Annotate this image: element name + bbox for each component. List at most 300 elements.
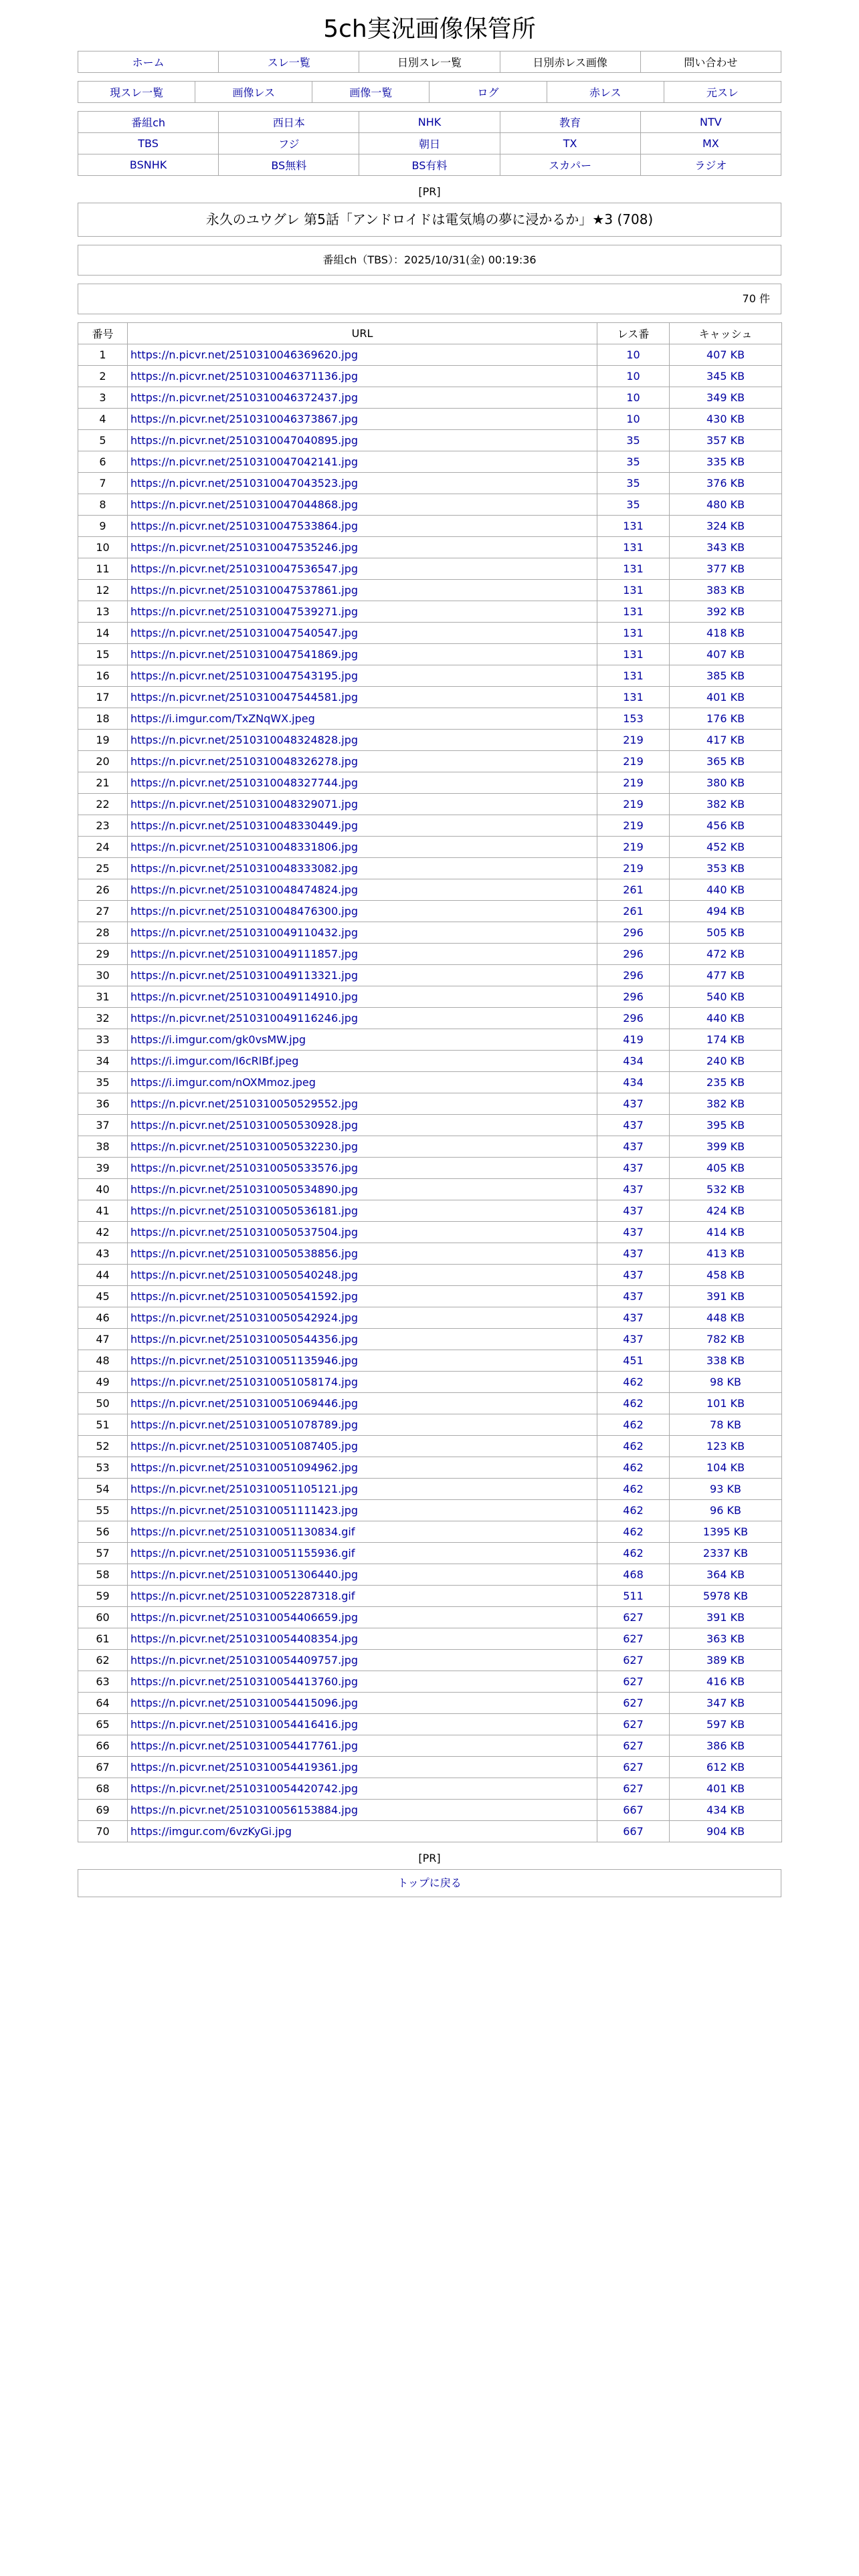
nav-red-res-link[interactable]: 赤レス [589, 86, 622, 99]
res-number-link[interactable]: 462 [623, 1418, 644, 1431]
res-number-link[interactable]: 131 [623, 627, 644, 639]
image-url-link[interactable]: https://n.picvr.net/2510310051087405.jpg [130, 1440, 359, 1453]
channel-kyouiku[interactable] [500, 112, 640, 133]
res-number-link[interactable]: 261 [623, 883, 644, 896]
cache-size-link[interactable]: 382 KB [706, 798, 745, 811]
image-url-link[interactable]: https://n.picvr.net/2510310048474824.jpg [130, 883, 359, 896]
back-to-top-link[interactable]: トップに戻る [397, 1876, 462, 1889]
res-number-link[interactable]: 462 [623, 1547, 644, 1560]
image-url-link[interactable]: https://n.picvr.net/2510310050534890.jpg [130, 1183, 359, 1196]
image-url-link[interactable]: https://n.picvr.net/2510310046372437.jpg [130, 391, 359, 404]
res-number-link[interactable]: 627 [623, 1761, 644, 1774]
table-cell [128, 1179, 597, 1200]
table-row [78, 451, 782, 473]
res-number-link[interactable]: 462 [623, 1397, 644, 1410]
table-cell [597, 1286, 670, 1307]
cache-size-link[interactable]: 98 KB [710, 1376, 741, 1388]
image-url-link[interactable]: https://n.picvr.net/2510310051155936.gif [130, 1547, 355, 1560]
image-url-link[interactable]: https://imgur.com/6vzKyGi.jpg [130, 1825, 292, 1838]
res-number-link[interactable]: 627 [623, 1697, 644, 1709]
table-row [78, 1200, 782, 1222]
cache-size-link[interactable]: 104 KB [706, 1461, 745, 1474]
res-number-link[interactable]: 437 [623, 1183, 644, 1196]
image-url-link[interactable]: https://n.picvr.net/2510310048331806.jpg [130, 841, 359, 853]
channel-tbs[interactable] [78, 133, 219, 154]
image-url-link[interactable]: https://n.picvr.net/2510310047533864.jpg [130, 520, 359, 532]
res-number-link[interactable]: 296 [623, 1012, 644, 1025]
nav-red-res[interactable] [547, 82, 664, 103]
image-url-link[interactable]: https://n.picvr.net/2510310050536181.jpg [130, 1204, 359, 1217]
table-cell [78, 1222, 128, 1243]
row-number: 52 [96, 1440, 110, 1453]
cache-size-link[interactable]: 96 KB [710, 1504, 741, 1517]
nav-contact-link[interactable]: 問い合わせ [684, 56, 738, 69]
cache-size-link[interactable]: 472 KB [706, 948, 745, 960]
nav-log[interactable] [430, 82, 547, 103]
nav-original-thread[interactable] [664, 82, 781, 103]
image-url-link[interactable]: https://n.picvr.net/2510310051130834.gif [130, 1525, 355, 1538]
res-number-link[interactable]: 10 [626, 348, 640, 361]
cache-size-link[interactable]: 452 KB [706, 841, 745, 853]
cache-size-link[interactable]: 480 KB [706, 498, 745, 511]
cache-size-link[interactable]: 386 KB [706, 1739, 745, 1752]
table-row [78, 1564, 782, 1586]
image-url-link[interactable]: https://n.picvr.net/2510310051105121.jpg [130, 1483, 359, 1495]
res-number-link[interactable]: 219 [623, 755, 644, 768]
res-number-link[interactable]: 10 [626, 391, 640, 404]
cache-size-link[interactable]: 399 KB [706, 1140, 745, 1153]
cache-size-link[interactable]: 389 KB [706, 1654, 745, 1667]
nav-image-list[interactable] [312, 82, 430, 103]
site-title: 5ch実況画像保管所 [323, 15, 536, 43]
nav-current-threads-link[interactable]: 現スレ一覧 [110, 86, 164, 99]
image-url-link[interactable]: https://n.picvr.net/2510310054417761.jpg [130, 1739, 359, 1752]
res-number-link[interactable]: 131 [623, 520, 644, 532]
back-to-top-button[interactable] [78, 1869, 781, 1897]
res-number-link[interactable]: 10 [626, 370, 640, 383]
cache-size-link[interactable]: 540 KB [706, 990, 745, 1003]
cache-size-link[interactable]: 235 KB [706, 1076, 745, 1089]
cache-size-link[interactable]: 391 KB [706, 1290, 745, 1303]
res-number-link[interactable]: 296 [623, 948, 644, 960]
nav-daily-threads[interactable] [359, 51, 500, 73]
image-url-link[interactable]: https://n.picvr.net/2510310047543195.jpg [130, 669, 359, 682]
res-number-link[interactable]: 296 [623, 926, 644, 939]
table-cell [128, 494, 597, 516]
row-number: 4 [99, 413, 106, 425]
nav-image-res-link[interactable]: 画像レス [232, 86, 275, 99]
table-cell [597, 1243, 670, 1265]
res-number-link[interactable]: 462 [623, 1483, 644, 1495]
table-cell [670, 665, 782, 687]
res-number-link[interactable]: 627 [623, 1611, 644, 1624]
image-url-link[interactable]: https://n.picvr.net/2510310047539271.jpg [130, 605, 359, 618]
channel-radio[interactable] [640, 154, 781, 176]
image-url-link[interactable]: https://i.imgur.com/gk0vsMW.jpg [130, 1033, 306, 1046]
table-cell [670, 1051, 782, 1072]
table-cell [78, 1650, 128, 1671]
image-url-link[interactable]: https://n.picvr.net/2510310054406659.jpg [130, 1611, 359, 1624]
cache-size-link[interactable]: 324 KB [706, 520, 745, 532]
image-url-link[interactable]: https://n.picvr.net/2510310051135946.jpg [130, 1354, 359, 1367]
res-number-link[interactable]: 462 [623, 1376, 644, 1388]
channel-fuji[interactable] [219, 133, 359, 154]
image-url-link[interactable]: https://n.picvr.net/2510310047535246.jpg [130, 541, 359, 554]
image-url-link[interactable]: https://n.picvr.net/2510310047540547.jpg [130, 627, 359, 639]
channel-link[interactable]: BS有料 [411, 159, 448, 172]
res-number-link[interactable]: 35 [626, 477, 640, 490]
channel-link[interactable]: NTV [700, 116, 722, 128]
image-url-link[interactable]: https://n.picvr.net/2510310047544581.jpg [130, 691, 359, 704]
cache-size-link[interactable]: 505 KB [706, 926, 745, 939]
channel-skyperfect[interactable] [500, 154, 640, 176]
cache-size-link[interactable]: 401 KB [706, 1782, 745, 1795]
cache-size-link[interactable]: 414 KB [706, 1226, 745, 1239]
cache-size-link[interactable]: 494 KB [706, 905, 745, 918]
table-cell [128, 1564, 597, 1586]
nav-current-threads[interactable] [78, 82, 195, 103]
cache-size-link[interactable]: 456 KB [706, 819, 745, 832]
cache-size-link[interactable]: 377 KB [706, 562, 745, 575]
image-url-link[interactable]: https://n.picvr.net/2510310050541592.jpg [130, 1290, 359, 1303]
table-cell [597, 1350, 670, 1372]
nav-thread-list-link[interactable]: スレ一覧 [267, 56, 310, 69]
cache-size-link[interactable]: 418 KB [706, 627, 745, 639]
cache-size-link[interactable]: 395 KB [706, 1119, 745, 1132]
channel-link[interactable]: TBS [138, 137, 159, 150]
res-number-link[interactable]: 437 [623, 1204, 644, 1217]
cache-size-link[interactable]: 532 KB [706, 1183, 745, 1196]
cache-size-link[interactable]: 458 KB [706, 1269, 745, 1281]
cache-size-link[interactable]: 382 KB [706, 1097, 745, 1110]
cache-size-link[interactable]: 347 KB [706, 1697, 745, 1709]
image-url-link[interactable]: https://n.picvr.net/2510310048329071.jpg [130, 798, 359, 811]
image-url-link[interactable]: https://n.picvr.net/2510310049113321.jpg [130, 969, 359, 982]
image-url-link[interactable]: https://i.imgur.com/TxZNqWX.jpeg [130, 712, 315, 725]
image-url-link[interactable]: https://n.picvr.net/2510310050544356.jpg [130, 1333, 359, 1346]
res-number-link[interactable]: 667 [623, 1804, 644, 1816]
res-number-link[interactable]: 434 [623, 1076, 644, 1089]
image-url-link[interactable]: https://n.picvr.net/2510310054420742.jpg [130, 1782, 359, 1795]
image-url-link[interactable]: https://n.picvr.net/2510310050540248.jpg [130, 1269, 359, 1281]
channel-tx[interactable] [500, 133, 640, 154]
channel-bangumi[interactable] [78, 112, 219, 133]
image-url-link[interactable]: https://i.imgur.com/nOXMmoz.jpeg [130, 1076, 316, 1089]
cache-size-link[interactable]: 123 KB [706, 1440, 745, 1453]
res-number-link[interactable]: 627 [623, 1739, 644, 1752]
nav-log-link[interactable]: ログ [477, 86, 499, 99]
channel-asahi[interactable] [359, 133, 500, 154]
res-number-link[interactable]: 437 [623, 1290, 644, 1303]
image-url-link[interactable]: https://n.picvr.net/2510310054408354.jpg [130, 1632, 359, 1645]
image-url-link[interactable]: https://n.picvr.net/2510310049110432.jpg [130, 926, 359, 939]
res-number-link[interactable]: 462 [623, 1525, 644, 1538]
cache-size-link[interactable]: 392 KB [706, 605, 745, 618]
channel-link[interactable]: 朝日 [418, 138, 440, 150]
cache-size-link[interactable]: 612 KB [706, 1761, 745, 1774]
cache-size-link[interactable]: 335 KB [706, 455, 745, 468]
cache-size-link[interactable]: 407 KB [706, 648, 745, 661]
cache-size-link[interactable]: 174 KB [706, 1033, 745, 1046]
res-number-link[interactable]: 451 [623, 1354, 644, 1367]
res-number-link[interactable]: 627 [623, 1632, 644, 1645]
table-cell [670, 1457, 782, 1479]
res-number-link[interactable]: 462 [623, 1461, 644, 1474]
res-number-link[interactable]: 511 [623, 1590, 644, 1602]
nav-daily-red-images-link[interactable]: 日別赤レス画像 [533, 56, 607, 69]
channel-link[interactable]: 教育 [559, 116, 581, 129]
res-number-link[interactable]: 153 [623, 712, 644, 725]
image-url-link[interactable]: https://n.picvr.net/2510310047537861.jpg [130, 584, 359, 597]
image-url-link[interactable]: https://n.picvr.net/2510310047044868.jpg [130, 498, 359, 511]
channel-bs-free[interactable] [219, 154, 359, 176]
image-url-link[interactable]: https://n.picvr.net/2510310050529552.jpg [130, 1097, 359, 1110]
cache-size-link[interactable]: 240 KB [706, 1055, 745, 1067]
cache-size-link[interactable]: 93 KB [710, 1483, 741, 1495]
cache-size-link[interactable]: 391 KB [706, 1611, 745, 1624]
channel-mx[interactable] [640, 133, 781, 154]
res-number-link[interactable]: 131 [623, 648, 644, 661]
cache-size-link[interactable]: 401 KB [706, 691, 745, 704]
row-number: 36 [96, 1097, 110, 1110]
cache-size-link[interactable]: 363 KB [706, 1632, 745, 1645]
channel-link[interactable]: TX [563, 137, 577, 150]
cache-size-link[interactable]: 440 KB [706, 883, 745, 896]
table-cell [670, 1222, 782, 1243]
table-cell [128, 1307, 597, 1329]
image-url-link[interactable]: https://n.picvr.net/2510310048333082.jpg [130, 862, 359, 875]
cache-size-link[interactable]: 343 KB [706, 541, 745, 554]
cache-size-link[interactable]: 448 KB [706, 1311, 745, 1324]
cache-size-link[interactable]: 349 KB [706, 391, 745, 404]
res-number-link[interactable]: 131 [623, 669, 644, 682]
channel-link[interactable]: BSNHK [129, 158, 167, 171]
res-number-link[interactable]: 35 [626, 434, 640, 447]
table-row [78, 1607, 782, 1628]
res-number-link[interactable]: 667 [623, 1825, 644, 1838]
row-number: 61 [96, 1632, 110, 1645]
image-url-link[interactable]: https://n.picvr.net/2510310050537504.jpg [130, 1226, 359, 1239]
res-number-link[interactable]: 627 [623, 1675, 644, 1688]
res-number-link[interactable]: 35 [626, 455, 640, 468]
res-number-link[interactable]: 627 [623, 1654, 644, 1667]
nav-daily-threads-link[interactable]: 日別スレ一覧 [397, 56, 462, 69]
cache-size-link[interactable]: 2337 KB [702, 1547, 749, 1560]
nav-daily-red-images[interactable] [500, 51, 640, 73]
image-url-link[interactable]: https://n.picvr.net/2510310050542924.jpg [130, 1311, 359, 1324]
cache-size-link[interactable]: 597 KB [706, 1718, 745, 1731]
cache-size-link[interactable]: 383 KB [706, 584, 745, 597]
res-number-link[interactable]: 219 [623, 841, 644, 853]
res-number-link[interactable]: 627 [623, 1718, 644, 1731]
nav-thread-list[interactable] [219, 51, 359, 73]
channel-link[interactable]: ラジオ [694, 159, 727, 172]
image-url-link[interactable]: https://n.picvr.net/2510310047040895.jpg [130, 434, 359, 447]
image-url-link[interactable]: https://n.picvr.net/2510310048327744.jpg [130, 776, 359, 789]
image-url-link[interactable]: https://n.picvr.net/2510310050530928.jpg [130, 1119, 359, 1132]
table-cell [128, 1586, 597, 1607]
res-number-link[interactable]: 131 [623, 541, 644, 554]
image-url-link[interactable]: https://n.picvr.net/2510310054419361.jpg [130, 1761, 359, 1774]
channel-bs-paid[interactable] [359, 154, 500, 176]
nav-contact[interactable] [640, 51, 781, 73]
cache-size-link[interactable]: 782 KB [706, 1333, 745, 1346]
res-number-link[interactable]: 219 [623, 862, 644, 875]
image-url-link[interactable]: https://n.picvr.net/2510310050538856.jpg [130, 1247, 359, 1260]
res-number-link[interactable]: 219 [623, 798, 644, 811]
res-number-link[interactable]: 131 [623, 691, 644, 704]
channel-link[interactable]: NHK [417, 116, 442, 128]
cache-size-link[interactable]: 434 KB [706, 1804, 745, 1816]
channel-link[interactable]: スカパー [549, 159, 592, 172]
cache-size-link[interactable]: 904 KB [706, 1825, 745, 1838]
cache-size-link[interactable]: 365 KB [706, 755, 745, 768]
table-cell [128, 1115, 597, 1136]
res-number-link[interactable]: 434 [623, 1055, 644, 1067]
image-url-link[interactable]: https://n.picvr.net/2510310056153884.jpg [130, 1804, 359, 1816]
res-number-link[interactable]: 437 [623, 1311, 644, 1324]
image-url-link[interactable]: https://i.imgur.com/I6cRlBf.jpeg [130, 1055, 299, 1067]
table-cell [597, 1479, 670, 1500]
res-number-link[interactable]: 219 [623, 734, 644, 746]
image-url-link[interactable]: https://n.picvr.net/2510310049116246.jpg [130, 1012, 359, 1025]
row-number: 28 [96, 926, 110, 939]
cache-size-link[interactable]: 338 KB [706, 1354, 745, 1367]
image-url-link[interactable]: https://n.picvr.net/2510310051078789.jpg [130, 1418, 359, 1431]
channel-link[interactable]: BS無料 [271, 159, 307, 172]
table-cell [78, 772, 128, 794]
cache-size-link[interactable]: 353 KB [706, 862, 745, 875]
cache-size-link[interactable]: 380 KB [706, 776, 745, 789]
res-number-link[interactable]: 437 [623, 1247, 644, 1260]
cache-size-link[interactable]: 407 KB [706, 348, 745, 361]
res-number-link[interactable]: 437 [623, 1269, 644, 1281]
res-number-link[interactable]: 462 [623, 1440, 644, 1453]
res-number-link[interactable]: 10 [626, 413, 640, 425]
res-number-link[interactable]: 131 [623, 605, 644, 618]
channel-link[interactable]: 西日本 [272, 116, 305, 129]
res-number-link[interactable]: 131 [623, 562, 644, 575]
image-url-link[interactable]: https://n.picvr.net/2510310050533576.jpg [130, 1162, 359, 1174]
image-url-link[interactable]: https://n.picvr.net/2510310051094962.jpg [130, 1461, 359, 1474]
res-number-link[interactable]: 437 [623, 1140, 644, 1153]
res-number-link[interactable]: 437 [623, 1119, 644, 1132]
table-cell [597, 1222, 670, 1243]
image-url-link[interactable]: https://n.picvr.net/2510310046373867.jpg [130, 413, 359, 425]
res-number-link[interactable]: 296 [623, 990, 644, 1003]
res-number-link[interactable]: 131 [623, 584, 644, 597]
image-url-link[interactable]: https://n.picvr.net/2510310048330449.jpg [130, 819, 359, 832]
thread-title: 永久のユウグレ 第5話「アンドロイドは電気鳩の夢に浸かるか」★3 (708) [78, 203, 781, 237]
cache-size-link[interactable]: 176 KB [706, 712, 745, 725]
channel-nhk[interactable] [359, 112, 500, 133]
nav-image-list-link[interactable]: 画像一覧 [349, 86, 393, 99]
image-url-link[interactable]: https://n.picvr.net/2510310054413760.jpg [130, 1675, 359, 1688]
res-number-link[interactable]: 627 [623, 1782, 644, 1795]
image-url-link[interactable]: https://n.picvr.net/2510310049114910.jpg [130, 990, 359, 1003]
channel-nishinihon[interactable] [219, 112, 359, 133]
cache-size-link[interactable]: 101 KB [706, 1397, 745, 1410]
image-url-link[interactable]: https://n.picvr.net/2510310047042141.jpg [130, 455, 359, 468]
image-url-link[interactable]: https://n.picvr.net/2510310047043523.jpg [130, 477, 359, 490]
table-cell [128, 944, 597, 965]
res-number-link[interactable]: 419 [623, 1033, 644, 1046]
channel-bsnhk[interactable] [78, 154, 219, 176]
channel-link[interactable]: 番組ch [131, 116, 166, 129]
image-url-link[interactable]: https://n.picvr.net/2510310047536547.jpg [130, 562, 359, 575]
cache-size-link[interactable]: 416 KB [706, 1675, 745, 1688]
image-url-link[interactable]: https://n.picvr.net/2510310050532230.jpg [130, 1140, 359, 1153]
table-cell [597, 687, 670, 708]
res-number-link[interactable]: 468 [623, 1568, 644, 1581]
res-number-link[interactable]: 437 [623, 1226, 644, 1239]
cache-size-link[interactable]: 78 KB [710, 1418, 741, 1431]
res-number-link[interactable]: 437 [623, 1097, 644, 1110]
table-cell [128, 986, 597, 1008]
nav-home-link[interactable]: ホーム [132, 56, 165, 69]
cache-size-link[interactable]: 477 KB [706, 969, 745, 982]
cache-size-link[interactable]: 440 KB [706, 1012, 745, 1025]
cache-size-link[interactable]: 357 KB [706, 434, 745, 447]
image-url-link[interactable]: https://n.picvr.net/2510310054415096.jpg [130, 1697, 359, 1709]
image-url-link[interactable]: https://n.picvr.net/2510310048324828.jpg [130, 734, 359, 746]
image-url-link[interactable]: https://n.picvr.net/2510310051111423.jpg [130, 1504, 359, 1517]
cache-size-link[interactable]: 5978 KB [702, 1590, 749, 1602]
nav-image-res[interactable] [195, 82, 312, 103]
cache-size-link[interactable]: 345 KB [706, 370, 745, 383]
channel-link[interactable]: MX [702, 137, 719, 150]
image-url-link[interactable]: https://n.picvr.net/2510310048326278.jpg [130, 755, 359, 768]
res-number-link[interactable]: 437 [623, 1333, 644, 1346]
res-number-link[interactable]: 219 [623, 776, 644, 789]
res-number-link[interactable]: 261 [623, 905, 644, 918]
table-cell [128, 1628, 597, 1650]
image-url-link[interactable]: https://n.picvr.net/2510310048476300.jpg [130, 905, 359, 918]
res-number-link[interactable]: 462 [623, 1504, 644, 1517]
table-cell [78, 1778, 128, 1800]
channel-link[interactable]: フジ [278, 138, 300, 150]
image-url-link[interactable]: https://n.picvr.net/2510310046369620.jpg [130, 348, 359, 361]
res-number-link[interactable]: 219 [623, 819, 644, 832]
cache-size-link[interactable]: 430 KB [706, 413, 745, 425]
image-url-link[interactable]: https://n.picvr.net/2510310049111857.jpg [130, 948, 359, 960]
nav-home[interactable] [78, 51, 219, 73]
nav-original-thread-link[interactable]: 元スレ [706, 86, 739, 99]
image-url-link[interactable]: https://n.picvr.net/2510310046371136.jpg [130, 370, 359, 383]
cache-size-link[interactable]: 405 KB [706, 1162, 745, 1174]
image-url-link[interactable]: https://n.picvr.net/2510310054416416.jpg [130, 1718, 359, 1731]
res-number-link[interactable]: 296 [623, 969, 644, 982]
cache-size-link[interactable]: 424 KB [706, 1204, 745, 1217]
cache-size-link[interactable]: 1395 KB [702, 1525, 749, 1538]
cache-size-link[interactable]: 413 KB [706, 1247, 745, 1260]
table-cell [128, 879, 597, 901]
image-url-link[interactable]: https://n.picvr.net/2510310054409757.jpg [130, 1654, 359, 1667]
image-url-link[interactable]: https://n.picvr.net/2510310051069446.jpg [130, 1397, 359, 1410]
cache-size-link[interactable]: 417 KB [706, 734, 745, 746]
table-cell [128, 1414, 597, 1436]
cache-size-link[interactable]: 364 KB [706, 1568, 745, 1581]
image-url-link[interactable]: https://n.picvr.net/2510310051058174.jpg [130, 1376, 359, 1388]
image-url-link[interactable]: https://n.picvr.net/2510310047541869.jpg [130, 648, 359, 661]
cache-size-link[interactable]: 385 KB [706, 669, 745, 682]
res-number-link[interactable]: 437 [623, 1162, 644, 1174]
image-url-link[interactable]: https://n.picvr.net/2510310051306440.jpg [130, 1568, 359, 1581]
channel-ntv[interactable] [640, 112, 781, 133]
image-url-link[interactable]: https://n.picvr.net/2510310052287318.gif [130, 1590, 355, 1602]
res-number-link[interactable]: 35 [626, 498, 640, 511]
cache-size-link[interactable]: 376 KB [706, 477, 745, 490]
